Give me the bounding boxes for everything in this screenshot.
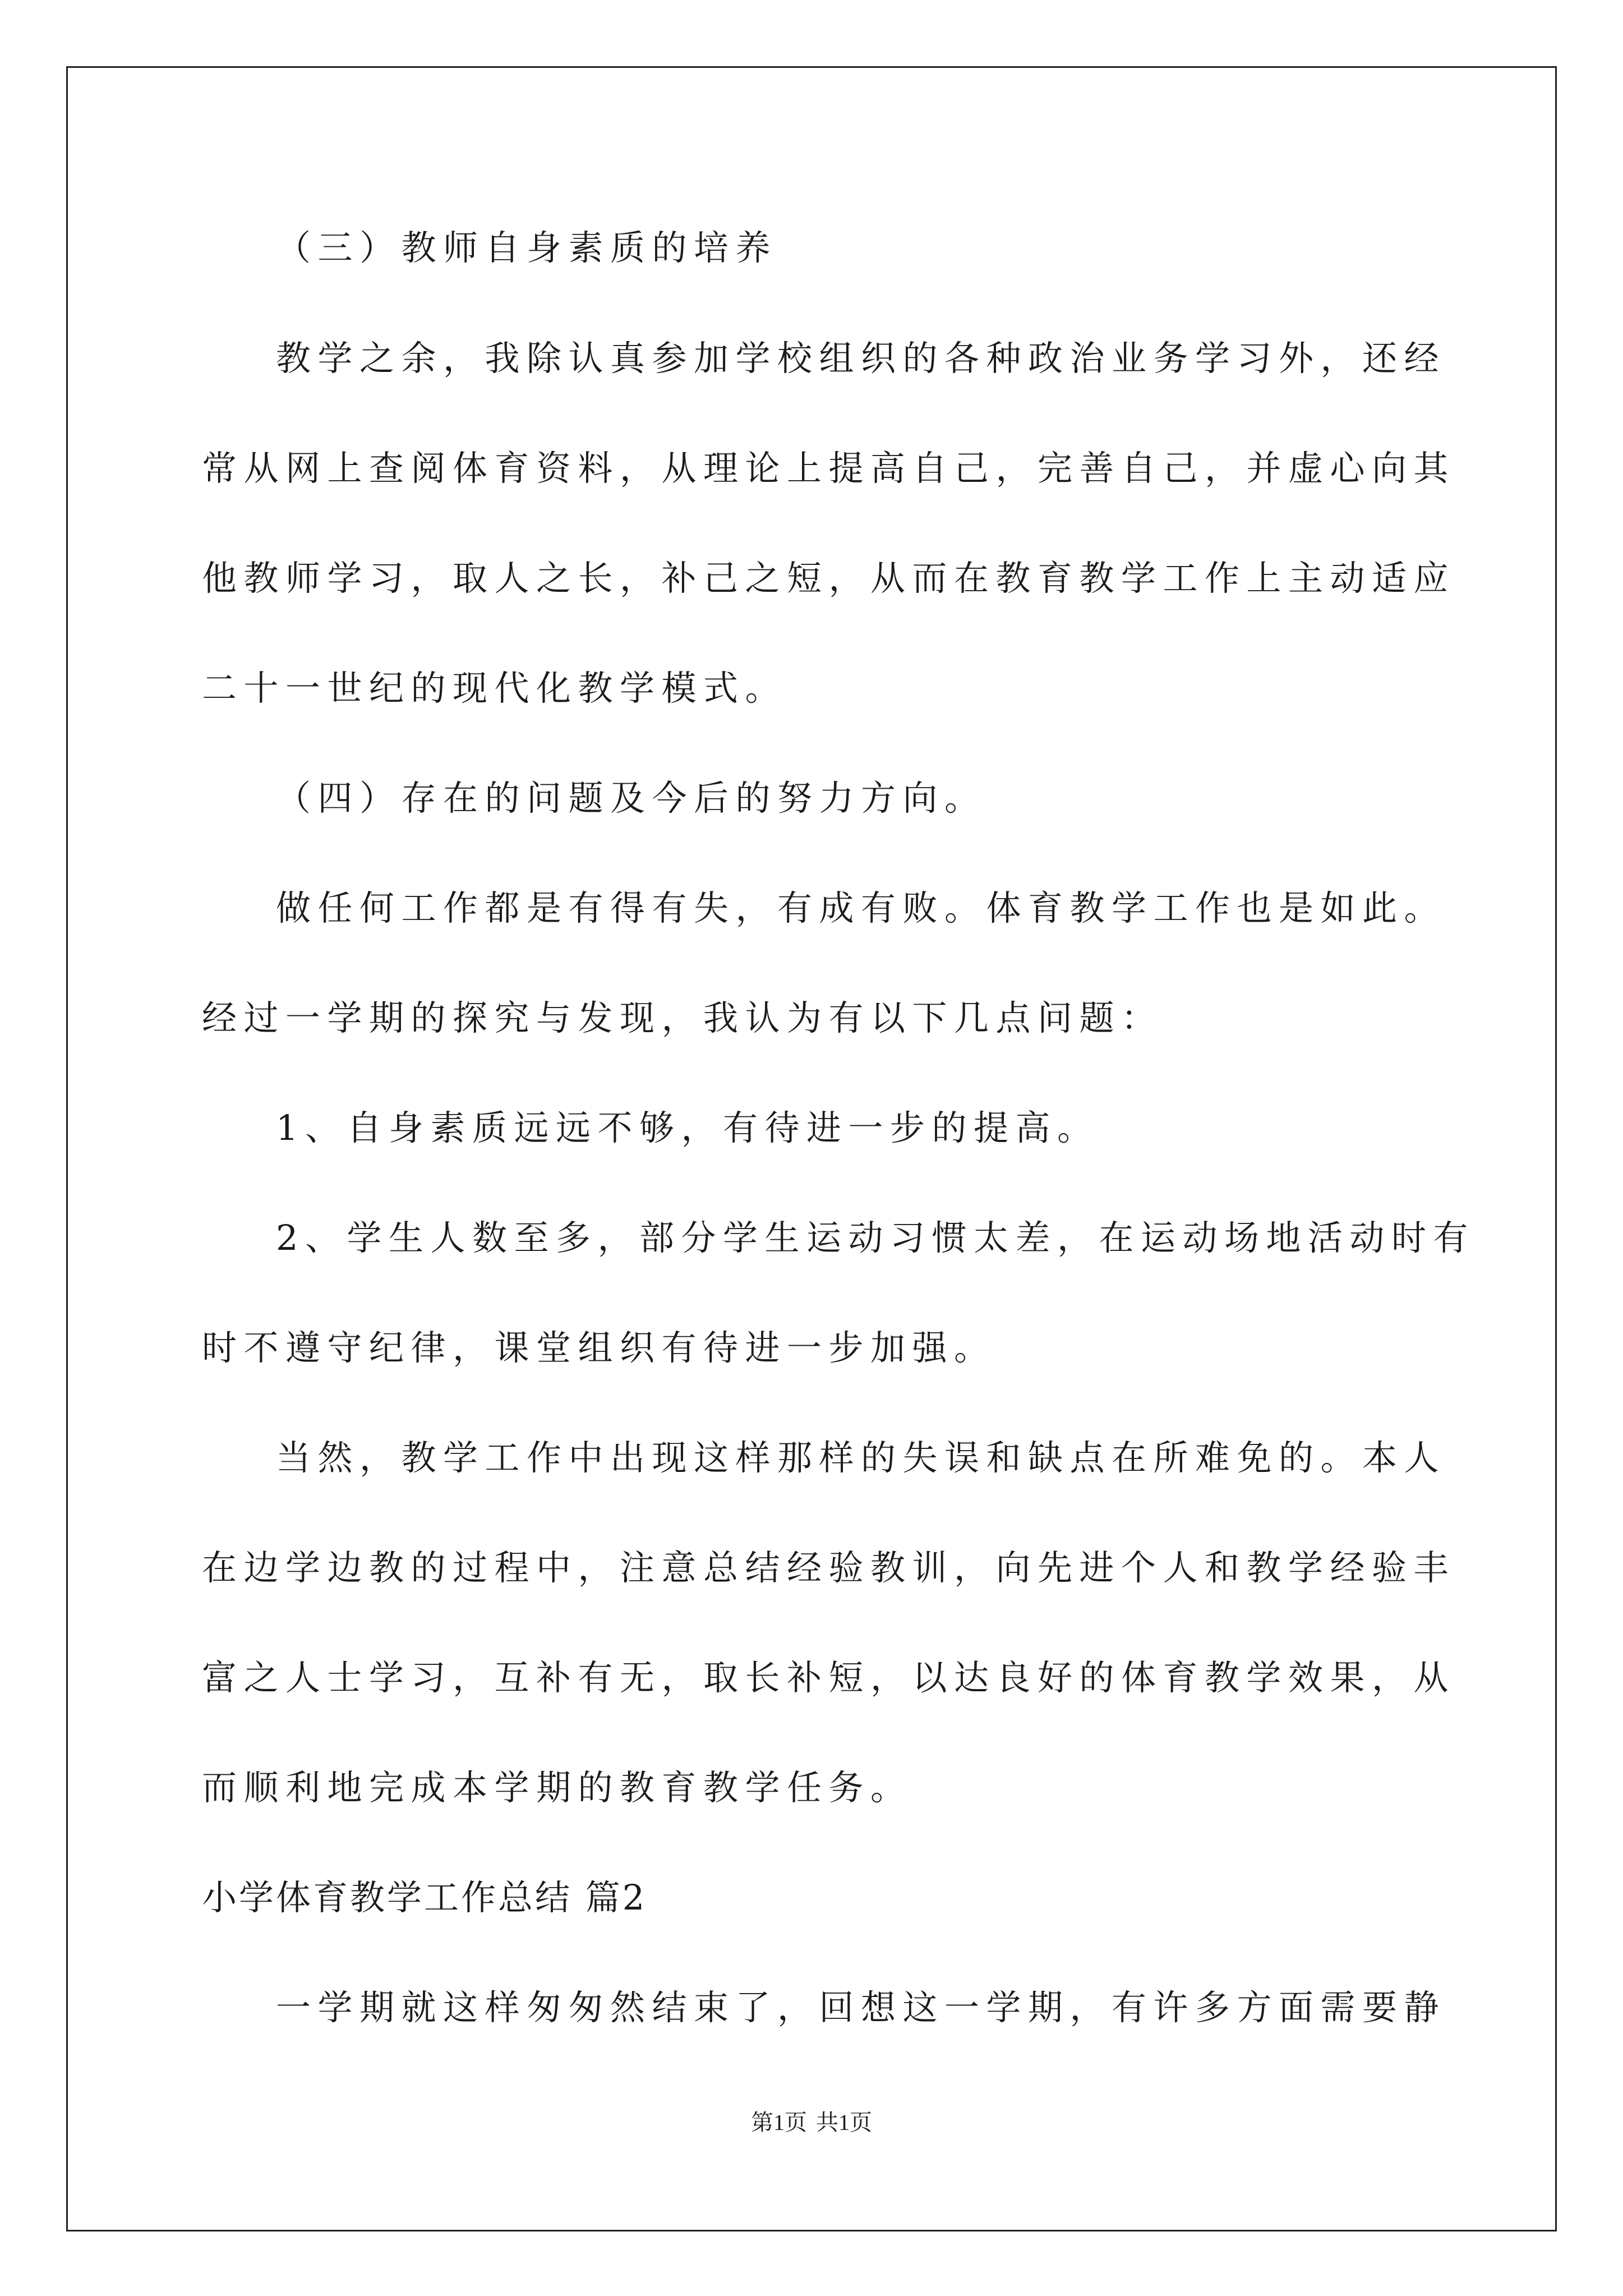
list-item-2: 2、学生人数至多，部分学生运动习惯太差，在运动场地活动时有 bbox=[276, 1217, 1475, 1258]
section-heading-4: （四）存在的问题及今后的努力方向。 bbox=[276, 777, 986, 818]
paragraph-line: 他教师学习，取人之长，补己之短，从而在教育教学工作上主动适应 bbox=[202, 558, 1456, 599]
paragraph-line: 二十一世纪的现代化教学模式。 bbox=[202, 668, 787, 708]
article-title: 小学体育教学工作总结 篇2 bbox=[202, 1877, 647, 1918]
paragraph-line: 一学期就这样匆匆然结束了，回想这一学期，有许多方面需要静 bbox=[276, 1987, 1446, 2028]
paragraph-line: 时不遵守纪律，课堂组织有待进一步加强。 bbox=[202, 1327, 996, 1368]
paragraph-line: 而顺利地完成本学期的教育教学任务。 bbox=[202, 1767, 912, 1808]
paragraph-line: 教学之余，我除认真参加学校组织的各种政治业务学习外，还经 bbox=[276, 338, 1446, 379]
paragraph-line: 常从网上查阅体育资料，从理论上提高自己，完善自己，并虚心向其 bbox=[202, 448, 1456, 489]
paragraph-line: 富之人士学习，互补有无，取长补短，以达良好的体育教学效果，从 bbox=[202, 1657, 1456, 1698]
paragraph-line: 当然，教学工作中出现这样那样的失误和缺点在所难免的。本人 bbox=[276, 1437, 1446, 1478]
paragraph-line: 在边学边教的过程中，注意总结经验教训，向先进个人和教学经验丰 bbox=[202, 1547, 1456, 1588]
list-item-1: 1、自身素质远远不够，有待进一步的提高。 bbox=[276, 1107, 1099, 1148]
paragraph-line: 经过一学期的探究与发现，我认为有以下几点问题： bbox=[202, 997, 1163, 1038]
section-heading-3: （三）教师自身素质的培养 bbox=[276, 227, 778, 268]
page-footer: 第1页 共1页 bbox=[751, 2110, 872, 2135]
paragraph-line: 做任何工作都是有得有失，有成有败。体育教学工作也是如此。 bbox=[276, 887, 1446, 928]
